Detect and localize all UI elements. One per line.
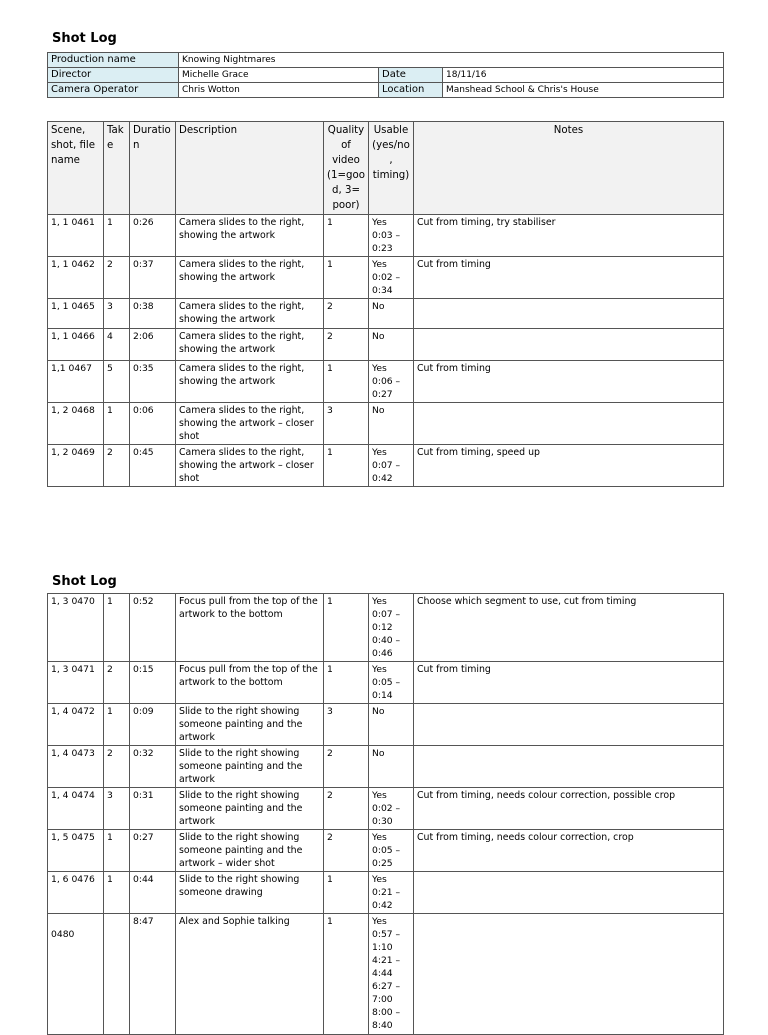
- cell-notes: Choose which segment to use, cut from timing: [414, 594, 724, 662]
- cell-scene: 1, 1 0462: [48, 257, 104, 299]
- table-row: [48, 361, 724, 403]
- table-row: [48, 704, 724, 746]
- col-quality-header: Quality of video (1=good, 3= poor): [324, 122, 369, 215]
- cell-usable: Yes 0:07 – 0:42: [369, 445, 414, 487]
- cell-notes: Cut from timing: [414, 662, 724, 704]
- table-row: [48, 329, 724, 361]
- table-row: [48, 788, 724, 830]
- header-row: [48, 122, 724, 215]
- cell-take: 1: [104, 830, 130, 872]
- cell-take: 2: [104, 662, 130, 704]
- cell-notes: [414, 704, 724, 746]
- cell-scene: 1, 6 0476: [48, 872, 104, 914]
- camera-row: [48, 83, 724, 98]
- cell-notes: Cut from timing, try stabiliser: [414, 215, 724, 257]
- shot-log-table-2: [47, 593, 724, 1035]
- cell-notes: [414, 872, 724, 914]
- cell-quality: 2: [324, 830, 369, 872]
- cell-quality: 2: [324, 746, 369, 788]
- cell-duration: 0:35: [130, 361, 176, 403]
- director-value: Michelle Grace: [179, 68, 379, 83]
- table-row: [48, 830, 724, 872]
- cell-scene: 1,1 0467: [48, 361, 104, 403]
- cell-usable: No: [369, 329, 414, 361]
- cell-usable: Yes 0:02 – 0:30: [369, 788, 414, 830]
- cell-usable: No: [369, 704, 414, 746]
- cell-description: Alex and Sophie talking: [176, 914, 324, 1035]
- cell-usable: Yes 0:05 – 0:14: [369, 662, 414, 704]
- cell-duration: 2:06: [130, 329, 176, 361]
- cell-usable: Yes 0:06 – 0:27: [369, 361, 414, 403]
- col-notes-header: Notes: [414, 122, 724, 215]
- cell-notes: [414, 299, 724, 329]
- col-duration-header: Duration: [130, 122, 176, 215]
- cell-usable: Yes 0:07 – 0:12 0:40 – 0:46: [369, 594, 414, 662]
- cell-notes: Cut from timing: [414, 361, 724, 403]
- cell-duration: 8:47: [130, 914, 176, 1035]
- production-name-value: Knowing Nightmares: [179, 53, 724, 68]
- cell-description: Slide to the right showing someone painting and the artwork: [176, 788, 324, 830]
- table-row: [48, 662, 724, 704]
- cell-notes: [414, 403, 724, 445]
- cell-notes: [414, 329, 724, 361]
- cell-scene: 1, 4 0474: [48, 788, 104, 830]
- cell-scene: 0480: [48, 914, 104, 1035]
- cell-description: Camera slides to the right, showing the artwork – closer shot: [176, 445, 324, 487]
- table-row: [48, 914, 724, 1035]
- cell-take: 4: [104, 329, 130, 361]
- cell-usable: Yes 0:03 – 0:23: [369, 215, 414, 257]
- cell-usable: Yes 0:57 – 1:10 4:21 – 4:44 6:27 – 7:00 8:00 – 8:40: [369, 914, 414, 1035]
- cell-take: 1: [104, 872, 130, 914]
- table-row: [48, 257, 724, 299]
- camera-operator-value: Chris Wotton: [179, 83, 379, 98]
- cell-notes: Cut from timing, needs colour correction, crop: [414, 830, 724, 872]
- cell-duration: 0:44: [130, 872, 176, 914]
- cell-notes: Cut from timing: [414, 257, 724, 299]
- cell-scene: 1, 1 0461: [48, 215, 104, 257]
- cell-notes: [414, 746, 724, 788]
- cell-quality: 1: [324, 594, 369, 662]
- cell-duration: 0:27: [130, 830, 176, 872]
- cell-scene: 1, 5 0475: [48, 830, 104, 872]
- cell-scene: 1, 3 0470: [48, 594, 104, 662]
- cell-description: Slide to the right showing someone painting and the artwork – wider shot: [176, 830, 324, 872]
- cell-take: 2: [104, 746, 130, 788]
- col-scene-header: Scene, shot, file name: [48, 122, 104, 215]
- col-description-header: Description: [176, 122, 324, 215]
- date-value: 18/11/16: [443, 68, 724, 83]
- cell-quality: 3: [324, 704, 369, 746]
- cell-notes: Cut from timing, needs colour correction, possible crop: [414, 788, 724, 830]
- cell-usable: Yes 0:02 – 0:34: [369, 257, 414, 299]
- cell-duration: 0:52: [130, 594, 176, 662]
- cell-quality: 1: [324, 257, 369, 299]
- cell-scene: 1, 4 0472: [48, 704, 104, 746]
- cell-take: 1: [104, 704, 130, 746]
- cell-take: 3: [104, 788, 130, 830]
- cell-description: Camera slides to the right, showing the artwork: [176, 215, 324, 257]
- cell-notes: [414, 914, 724, 1035]
- cell-usable: No: [369, 746, 414, 788]
- table-row: [48, 299, 724, 329]
- shot-log-heading: Shot Log: [52, 31, 117, 46]
- cell-duration: 0:15: [130, 662, 176, 704]
- cell-description: Camera slides to the right, showing the artwork – closer shot: [176, 403, 324, 445]
- director-label: Director: [48, 68, 179, 83]
- cell-quality: 1: [324, 872, 369, 914]
- cell-scene: 1, 2 0468: [48, 403, 104, 445]
- cell-take: 1: [104, 215, 130, 257]
- cell-description: Slide to the right showing someone painting and the artwork: [176, 704, 324, 746]
- cell-quality: 1: [324, 445, 369, 487]
- col-take-header: Take: [104, 122, 130, 215]
- cell-usable: Yes 0:05 – 0:25: [369, 830, 414, 872]
- location-label: Location: [379, 83, 443, 98]
- table-row: [48, 403, 724, 445]
- cell-description: Slide to the right showing someone drawing: [176, 872, 324, 914]
- cell-take: 1: [104, 403, 130, 445]
- cell-duration: 0:45: [130, 445, 176, 487]
- cell-take: 2: [104, 445, 130, 487]
- cell-usable: No: [369, 299, 414, 329]
- cell-quality: 1: [324, 662, 369, 704]
- table-row: [48, 746, 724, 788]
- cell-usable: Yes 0:21 – 0:42: [369, 872, 414, 914]
- cell-quality: 2: [324, 788, 369, 830]
- cell-scene: 1, 1 0465: [48, 299, 104, 329]
- col-usable-header: Usable (yes/no, timing): [369, 122, 414, 215]
- cell-scene: 1, 1 0466: [48, 329, 104, 361]
- cell-take: 2: [104, 257, 130, 299]
- cell-scene: 1, 2 0469: [48, 445, 104, 487]
- table-row: [48, 872, 724, 914]
- cell-quality: 2: [324, 299, 369, 329]
- table-row: [48, 445, 724, 487]
- cell-duration: 0:38: [130, 299, 176, 329]
- shot-log-table-1: [47, 121, 724, 487]
- cell-take: 1: [104, 594, 130, 662]
- director-row: [48, 68, 724, 83]
- cell-description: Focus pull from the top of the artwork to the bottom: [176, 662, 324, 704]
- cell-take: [104, 914, 130, 1035]
- production-row: [48, 53, 724, 68]
- cell-description: Slide to the right showing someone painting and the artwork: [176, 746, 324, 788]
- cell-scene: 1, 4 0473: [48, 746, 104, 788]
- cell-notes: Cut from timing, speed up: [414, 445, 724, 487]
- cell-scene: 1, 3 0471: [48, 662, 104, 704]
- cell-take: 3: [104, 299, 130, 329]
- shot-log-heading-2: Shot Log: [52, 574, 117, 589]
- location-value: Manshead School & Chris's House: [443, 83, 724, 98]
- cell-description: Camera slides to the right, showing the artwork: [176, 257, 324, 299]
- cell-take: 5: [104, 361, 130, 403]
- cell-quality: 1: [324, 215, 369, 257]
- cell-duration: 0:26: [130, 215, 176, 257]
- cell-quality: 1: [324, 361, 369, 403]
- table-row: [48, 215, 724, 257]
- production-info-table: [47, 52, 724, 98]
- table-row: [48, 594, 724, 662]
- cell-quality: 2: [324, 329, 369, 361]
- cell-description: Camera slides to the right, showing the artwork: [176, 361, 324, 403]
- cell-duration: 0:09: [130, 704, 176, 746]
- cell-quality: 3: [324, 403, 369, 445]
- cell-quality: 1: [324, 914, 369, 1035]
- cell-duration: 0:31: [130, 788, 176, 830]
- cell-description: Focus pull from the top of the artwork to the bottom: [176, 594, 324, 662]
- cell-description: Camera slides to the right, showing the artwork: [176, 329, 324, 361]
- cell-duration: 0:32: [130, 746, 176, 788]
- cell-duration: 0:06: [130, 403, 176, 445]
- production-name-label: Production name: [48, 53, 179, 68]
- camera-operator-label: Camera Operator: [48, 83, 179, 98]
- cell-usable: No: [369, 403, 414, 445]
- cell-description: Camera slides to the right, showing the artwork: [176, 299, 324, 329]
- date-label: Date: [379, 68, 443, 83]
- cell-duration: 0:37: [130, 257, 176, 299]
